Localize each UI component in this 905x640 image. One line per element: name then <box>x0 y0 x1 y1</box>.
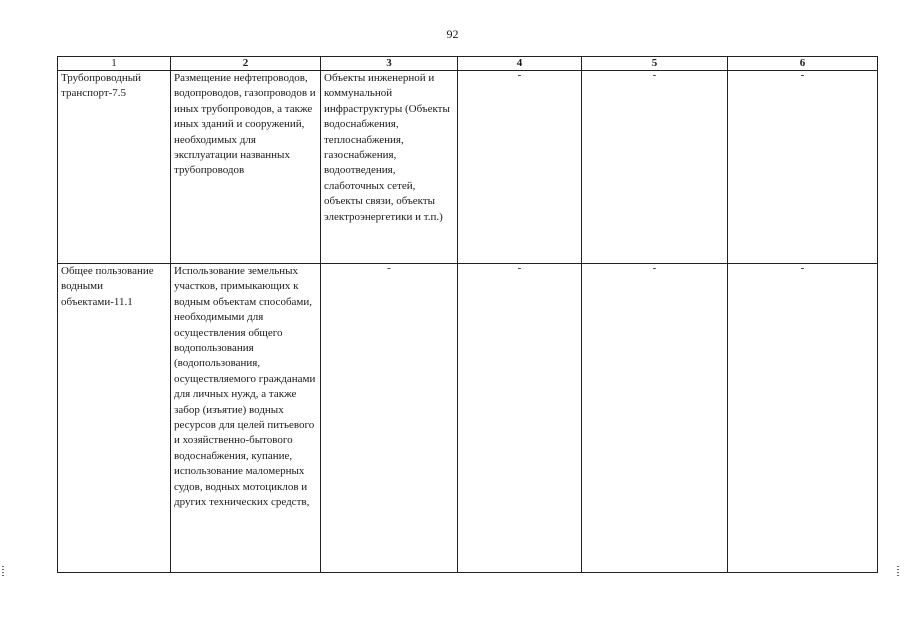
table-cell: - <box>321 264 458 573</box>
allowed-objects: Объекты инженерной и коммунальной инфраструктуры (Объекты водоснабжения, теплоснабжения, газоснабжения, водоотведения, слаботочных сетей, объекты связи, объекты электроэнергетики и т.п.) <box>321 71 458 264</box>
scan-margin-mark <box>2 566 4 576</box>
table-cell: - <box>582 71 728 264</box>
table-row <box>58 71 878 264</box>
table-cell: - <box>728 71 878 264</box>
table-cell: - <box>582 264 728 573</box>
column-header-1: 1 <box>58 57 171 71</box>
permitted-use-name: Общее пользование водными объектами-11.1 <box>58 264 171 573</box>
table-header-row <box>58 57 878 71</box>
table-cell: - <box>458 71 582 264</box>
scan-margin-mark <box>897 566 899 576</box>
permitted-use-description: Использование земельных участков, примыкающих к водным объектам способами, необходимыми для осуществления общего водопользования (водопользования, осуществляемого гражданами для личных нужд, а также забор (изъятие) водных ресурсов для целей питьевого и хозяйственно-бытового водоснабжения, купание, использование маломерных судов, водных мотоциклов и других технических средств, <box>171 264 321 573</box>
column-header-4: 4 <box>458 57 582 71</box>
column-header-5: 5 <box>582 57 728 71</box>
column-header-2: 2 <box>171 57 321 71</box>
table-row <box>58 264 878 573</box>
table-cell: - <box>458 264 582 573</box>
page-number: 92 <box>446 27 459 41</box>
zoning-table <box>57 56 878 573</box>
column-header-6: 6 <box>728 57 878 71</box>
permitted-use-description: Размещение нефтепроводов, водопроводов, газопроводов и иных трубопроводов, а также иных зданий и сооружений, необходимых для эксплуатации названных трубопроводов <box>171 71 321 264</box>
permitted-use-name: Трубопроводный транспорт-7.5 <box>58 71 171 264</box>
column-header-3: 3 <box>321 57 458 71</box>
table-cell: - <box>728 264 878 573</box>
